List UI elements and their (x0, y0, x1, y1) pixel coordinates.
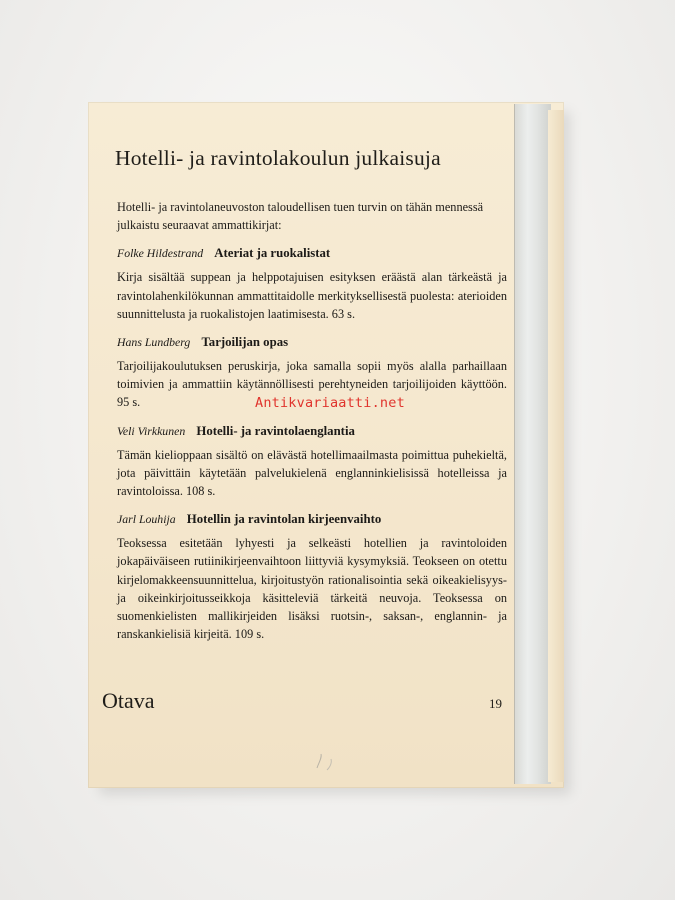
entry-description: Kirja sisältää suppean ja helppotajuisen esityksen eräästä alan tärkeästä ja ravintolahenkilökunnan ammattitaidolle merkityksellisestä puolesta: aterioiden suunnittelusta ja ruokalistojen laatimisesta. 63 s. (117, 270, 507, 321)
pencil-mark-icon (313, 750, 339, 774)
entry-title: Tarjoilijan opas (201, 335, 289, 350)
entry-heading (117, 246, 507, 261)
entry-author: Jarl Louhija (117, 512, 176, 527)
cover-footer (102, 688, 502, 718)
book-spine (514, 104, 551, 784)
page-number: 19 (489, 696, 502, 711)
intro-paragraph: Hotelli- ja ravintolaneuvoston taloudellisen tuen turvin on tähän mennessä julkaistu seuraavat ammattikirjat: (117, 200, 484, 233)
entry-heading (117, 335, 507, 350)
page-title: Hotelli- ja ravintolakoulun julkaisuja (115, 146, 441, 170)
watermark-text: Antikvariaatti.net (255, 395, 405, 411)
entry-author: Veli Virkkunen (117, 423, 186, 438)
publisher-name: Otava (102, 688, 155, 713)
entry-author: Hans Lundberg (117, 335, 191, 350)
entry-author: Folke Hildestrand (117, 246, 204, 261)
entry-description: Teoksessa esitetään lyhyesti ja selkeästi hotellien ja ravintoloiden jokapäiväiseen rutiinikirjeenvaihtoon liittyviä kysymyksiä. Teokseen on otettu kirjelomakkeensuunnittelua, kirjoitustyön rationalisointia sekä oikeakielisyys- ja oikeinkirjoitusseikkoja käsitteleviä tärkeitä neuvoja. Teoksessa on suomenkielisten mallikirjeiden lisäksi ruotsin-, saksan-, englannin- ja ranskankielisiä kirjeitä. 109 s. (117, 536, 507, 642)
book-entry (117, 512, 507, 643)
book-entry (117, 246, 507, 323)
entry-title: Hotellin ja ravintolan kirjeenvaihto (186, 512, 382, 527)
book-page-edge (548, 110, 564, 782)
entry-title: Hotelli- ja ravintolaenglantia (196, 423, 355, 438)
entry-title: Ateriat ja ruokalistat (214, 246, 331, 261)
entry-heading (117, 424, 507, 439)
entry-description: Tämän kielioppaan sisältö on elävästä hotellimaailmasta poimittua puhekieltä, jota päivittäin käytetään palvelukielenä englanninkielisissä hotelleissa ja ravintoloissa. 108 s. (117, 447, 507, 499)
book-entry (117, 424, 507, 501)
entry-heading (117, 512, 507, 527)
entry-description: Tarjoilijakoulutuksen peruskirja, joka samalla sopii myös alalla parhaillaan toimivien ja ammattiin käytännöllisesti perehtyneiden tarjoilijoiden käyttöön. 95 s. (117, 359, 507, 410)
